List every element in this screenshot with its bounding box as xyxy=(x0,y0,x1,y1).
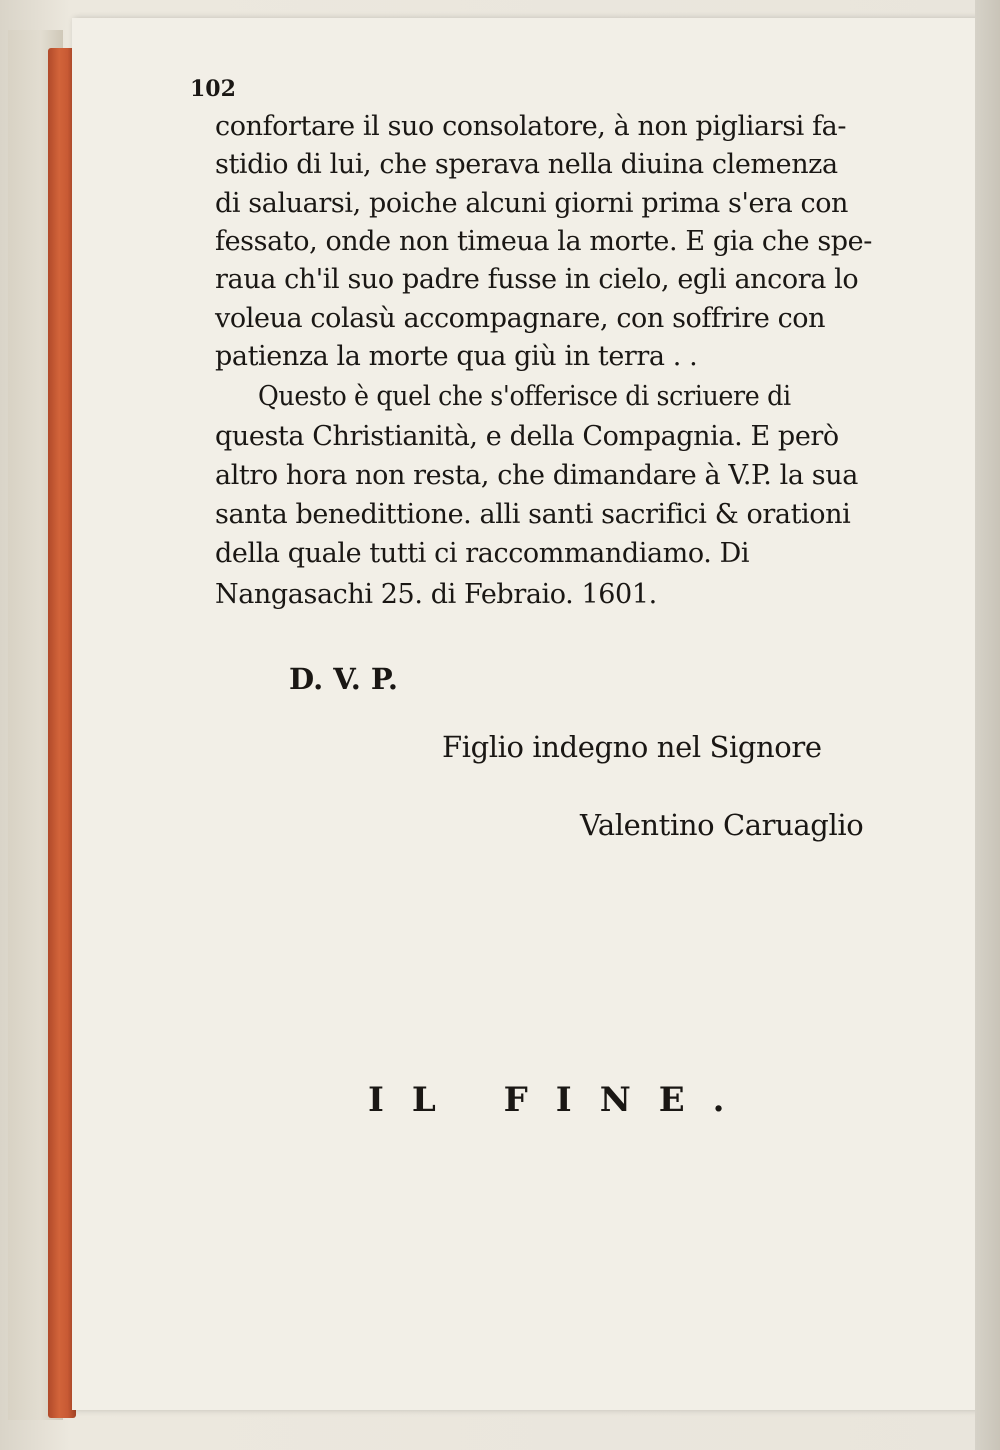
signature-name: Valentino Caruaglio xyxy=(580,808,864,842)
text-line: santa benedittione. alli santi sacrifici & orationi xyxy=(215,499,851,530)
right-shadow xyxy=(975,0,1000,1450)
text-line: questa Christianità, e della Compagnia. E però xyxy=(215,421,839,452)
signature-initials: D. V. P. xyxy=(289,662,399,696)
text-line: raua ch'il suo padre fusse in cielo, egli ancora lo xyxy=(215,264,859,295)
text-line: patienza la morte qua giù in terra . . xyxy=(215,341,698,372)
text-line: altro hora non resta, che dimandare à V.P. la sua xyxy=(215,460,858,491)
signature-closing: Figlio indegno nel Signore xyxy=(442,730,822,764)
text-line: voleua colasù accompagnare, con soffrire con xyxy=(215,303,826,334)
page-number: 102 xyxy=(190,76,236,102)
text-line: confortare il suo consolatore, à non pigliarsi fa- xyxy=(215,111,847,142)
text-line: Nangasachi 25. di Febraio. 1601. xyxy=(215,579,657,610)
text-line: della quale tutti ci raccommandiamo. Di xyxy=(215,538,750,569)
finis-heading: IL FINE. xyxy=(368,1080,753,1120)
text-line: fessato, onde non timeua la morte. E gia che spe- xyxy=(215,226,872,257)
text-line: stidio di lui, che sperava nella diuina clemenza xyxy=(215,149,838,180)
text-line: Questo è quel che s'offerisce di scriuere di xyxy=(258,381,791,412)
text-line: di saluarsi, poiche alcuni giorni prima s'era con xyxy=(215,188,849,219)
